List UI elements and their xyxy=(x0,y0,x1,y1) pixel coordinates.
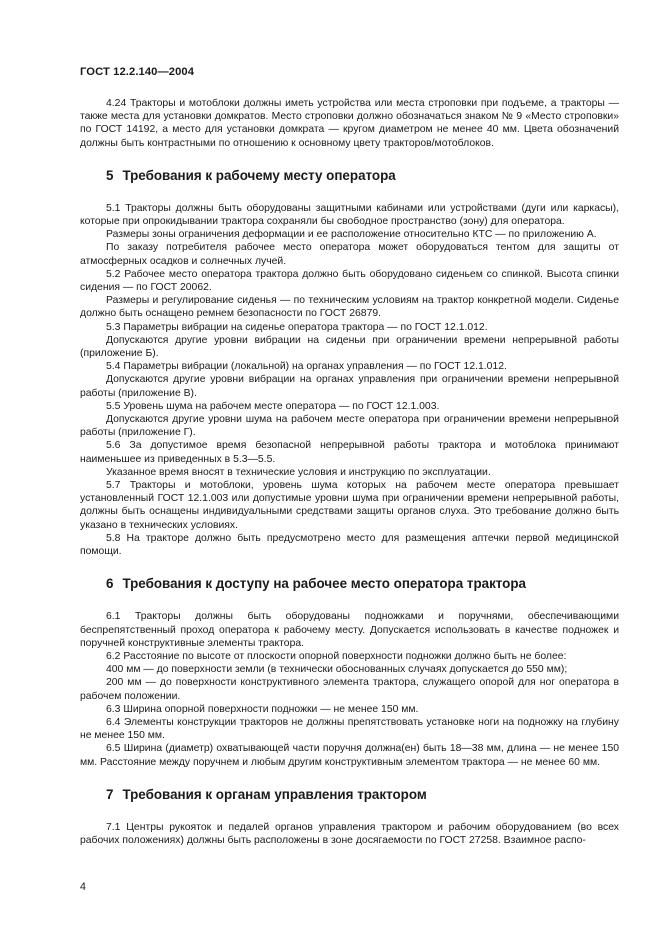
section-7-heading xyxy=(106,787,619,803)
paragraph: Допускаются другие уровни вибрации на сиденьи при ограничении времени непрерывной работы (приложение Б). xyxy=(80,334,619,360)
paragraph: 400 мм — до поверхности земли (в технически обоснованных случаях допускается до 550 мм); xyxy=(106,664,568,676)
paragraph: 6.3 Ширина опорной поверхности подножки — не менее 150 мм. xyxy=(106,703,419,715)
paragraph: 6.4 Элементы конструкции тракторов не должны препятствовать установке ноги на подножку на глубину не менее 150 мм. xyxy=(80,716,619,742)
page-number: 4 xyxy=(80,881,86,893)
paragraph: 200 мм — до поверхности конструктивного элемента трактора, служащего опорой для ног оператора в рабочем положении. xyxy=(80,677,619,702)
paragraph: 5.7 Тракторы и мотоблоки, уровень шума которых на рабочем месте оператора превышает установленный ГОСТ 12.1.003 или допустимые уровни шума при ограничении времени непрерывной работы, должны быть оснащены индивидуальными средствами защиты органов слуха. Это требование должно быть указано в технических условиях. xyxy=(80,480,619,531)
paragraph: Указанное время вносят в технические условия и инструкцию по эксплуатации. xyxy=(106,466,491,478)
paragraph: 6.5 Ширина (диаметр) охватывающей части поручня должна(ен) быть 18—38 мм, длина — не менее 150 мм. Расстояние между поручнем и любым другим конструктивным элементом трактора — не менее 60 мм. xyxy=(80,743,619,768)
paragraph: 5.6 За допустимое время безопасной непрерывной работы трактора и мотоблока принимают наименьшее из приведенных в 5.3—5.5. xyxy=(80,440,619,465)
paragraph: 5.1 Тракторы должны быть оборудованы защитными кабинами или устройствами (дуги или каркасы), которые при опрокидывании трактора сохраняли бы свободное пространство (зону) для оператора. xyxy=(80,202,619,228)
paragraph: 6.2 Расстояние по высоте от плоскости опорной поверхности подножки должно быть не более: xyxy=(106,650,567,662)
section-number: 5 xyxy=(106,167,114,183)
section-title: Требования к рабочему месту оператора xyxy=(122,167,396,183)
paragraph: По заказу потребителя рабочее место оператора может оборудоваться тентом для защиты от атмосферных осадков и солнечных лучей. xyxy=(80,242,619,267)
section-6-heading xyxy=(106,576,619,592)
paragraph: 5.3 Параметры вибрации на сиденье оператора трактора — по ГОСТ 12.1.012. xyxy=(106,321,488,333)
section-number: 7 xyxy=(106,786,114,802)
section-title: Требования к органам управления трактором xyxy=(122,786,427,802)
paragraph: 5.8 На тракторе должно быть предусмотрено место для размещения аптечки первой медицинской помощи. xyxy=(80,532,619,558)
paragraph: Допускаются другие уровни шума на рабочем месте оператора при ограничении времени непрерывной работы (приложение Г). xyxy=(80,414,619,439)
paragraph: Размеры зоны ограничения деформации и ее расположение относительно КТС — по приложению А. xyxy=(106,229,597,241)
paragraph: 5.2 Рабочее место оператора трактора должно быть оборудовано сиденьем со спинкой. Высота спинки сидения — по ГОСТ 20062. xyxy=(80,268,619,294)
paragraph: 7.1 Центры рукояток и педалей органов управления трактором и рабочим оборудованием (во всех рабочих положениях) должны быть расположены в зоне досягаемости по ГОСТ 27258. Взаимное распо- xyxy=(80,821,619,846)
paragraph: 5.4 Параметры вибрации (локальной) на органах управления — по ГОСТ 12.1.012. xyxy=(106,361,507,373)
section-number: 6 xyxy=(106,576,114,592)
paragraph: Размеры и регулирование сиденья — по техническим условиям на трактор конкретной модели. Сиденье должно быть оснащено ремнем безопасности по ГОСТ 26879. xyxy=(80,295,619,320)
paragraph-4-24: 4.24 Тракторы и мотоблоки должны иметь устройства или места строповки при подъеме, а тракторы — также места для установки домкратов. Место строповки должно обозначаться знаком № 9 «Место строповки» по ГОСТ 14192, а место для установки домкрата — кругом диаметром не менее 40 мм. Цвета обозначений должны быть контрастными по отношению к основному цвету тракторов/мотоблоков. xyxy=(80,98,619,149)
section-title: Требования к доступу на рабочее место оператора трактора xyxy=(122,576,526,592)
paragraph: 6.1 Тракторы должны быть оборудованы подножками и поручнями, обеспечивающими беспрепятственный проход оператора к рабочему месту. Допускается использовать в качестве подножек и поручней конструктивные элементы трактора. xyxy=(80,611,619,649)
paragraph: 5.5 Уровень шума на рабочем месте оператора — по ГОСТ 12.1.003. xyxy=(106,400,440,412)
paragraph: Допускаются другие уровни вибрации на органах управления при ограничении времени непрерывной работы (приложение В). xyxy=(80,374,619,399)
document-header: ГОСТ 12.2.140—2004 xyxy=(80,66,195,78)
section-5-heading xyxy=(106,168,619,184)
document-body xyxy=(80,97,619,847)
